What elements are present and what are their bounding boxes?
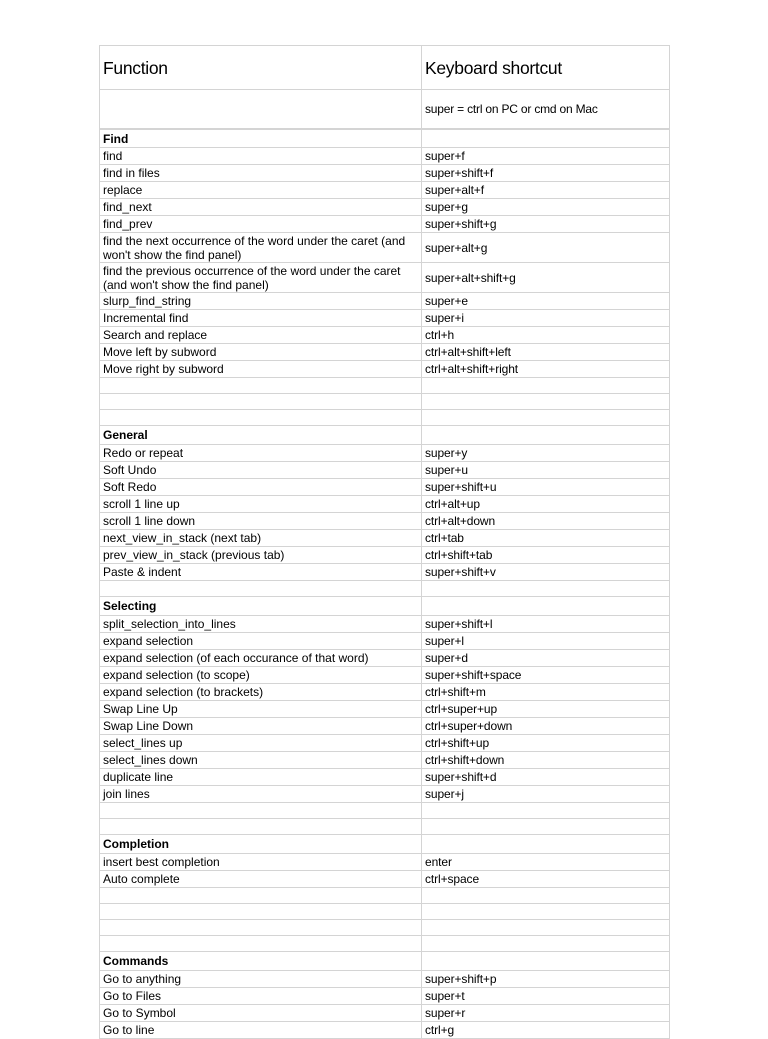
function-cell: next_view_in_stack (next tab) [99, 530, 421, 546]
table-row [99, 564, 670, 581]
function-cell: replace [99, 182, 421, 198]
shortcut-cell [421, 378, 670, 393]
function-cell: duplicate line [99, 769, 421, 785]
function-cell: expand selection (to scope) [99, 667, 421, 683]
table-row [99, 496, 670, 513]
shortcut-cell: super+t [421, 988, 670, 1004]
shortcut-cell [421, 394, 670, 409]
shortcut-cell: super+f [421, 148, 670, 164]
table-row [99, 650, 670, 667]
function-cell: select_lines up [99, 735, 421, 751]
table-header-row [99, 45, 670, 90]
function-cell: scroll 1 line down [99, 513, 421, 529]
function-cell: expand selection (of each occurance of that word) [99, 650, 421, 666]
table-row [99, 684, 670, 701]
blank-row [99, 581, 670, 597]
table-row [99, 216, 670, 233]
function-cell: Paste & indent [99, 564, 421, 580]
function-cell [99, 803, 421, 818]
table-row [99, 718, 670, 735]
table-row [99, 854, 670, 871]
function-cell [99, 904, 421, 919]
shortcut-cell: super+alt+shift+g [421, 263, 670, 292]
shortcut-cell: ctrl+shift+down [421, 752, 670, 768]
function-cell: Swap Line Down [99, 718, 421, 734]
shortcut-cell: super+shift+g [421, 216, 670, 232]
table-row [99, 616, 670, 633]
section-title: Selecting [99, 597, 421, 615]
shortcut-cell [421, 952, 670, 970]
section-title: General [99, 426, 421, 444]
function-cell: Soft Undo [99, 462, 421, 478]
function-cell: expand selection (to brackets) [99, 684, 421, 700]
blank-row [99, 888, 670, 904]
function-column-header: Function [99, 46, 421, 89]
shortcut-cell: super+shift+p [421, 971, 670, 987]
note-empty-cell [99, 90, 421, 128]
shortcut-cell [421, 410, 670, 425]
section-header-row [99, 597, 670, 616]
shortcut-cell: ctrl+h [421, 327, 670, 343]
function-cell [99, 394, 421, 409]
table-row [99, 182, 670, 199]
shortcut-cell [421, 819, 670, 834]
shortcut-cell: ctrl+shift+tab [421, 547, 670, 563]
shortcut-cell: super+g [421, 199, 670, 215]
function-cell: Move left by subword [99, 344, 421, 360]
function-cell: expand selection [99, 633, 421, 649]
function-cell: prev_view_in_stack (previous tab) [99, 547, 421, 563]
function-cell: Move right by subword [99, 361, 421, 377]
table-row [99, 786, 670, 803]
function-cell: Swap Line Up [99, 701, 421, 717]
table-row [99, 310, 670, 327]
function-cell: Soft Redo [99, 479, 421, 495]
shortcut-cell [421, 803, 670, 818]
shortcut-cell: super+e [421, 293, 670, 309]
function-cell: find [99, 148, 421, 164]
blank-row [99, 920, 670, 936]
shortcut-cell: super+d [421, 650, 670, 666]
shortcut-cell: super+alt+f [421, 182, 670, 198]
blank-row [99, 819, 670, 835]
blank-row [99, 803, 670, 819]
table-row [99, 462, 670, 479]
shortcut-cell [421, 888, 670, 903]
table-row [99, 327, 670, 344]
note-row [99, 90, 670, 129]
table-row [99, 735, 670, 752]
shortcut-cell: ctrl+g [421, 1022, 670, 1038]
shortcut-cell [421, 920, 670, 935]
section-header-row [99, 835, 670, 854]
function-cell: select_lines down [99, 752, 421, 768]
table-row [99, 667, 670, 684]
blank-row [99, 394, 670, 410]
table-row [99, 148, 670, 165]
table-row [99, 513, 670, 530]
shortcut-cell: super+shift+f [421, 165, 670, 181]
shortcut-cell: super+l [421, 633, 670, 649]
function-cell: find the next occurrence of the word under the caret (and won't show the find panel) [99, 233, 421, 262]
function-cell: Incremental find [99, 310, 421, 326]
table-row [99, 971, 670, 988]
function-cell: find the previous occurrence of the word under the caret (and won't show the find panel) [99, 263, 421, 292]
function-cell: Auto complete [99, 871, 421, 887]
shortcut-cell: super+alt+g [421, 233, 670, 262]
table-row [99, 752, 670, 769]
function-cell: insert best completion [99, 854, 421, 870]
shortcut-cell: super+j [421, 786, 670, 802]
table-body [99, 129, 670, 1039]
table-row [99, 1022, 670, 1039]
function-cell [99, 936, 421, 951]
function-cell: find in files [99, 165, 421, 181]
section-title: Completion [99, 835, 421, 853]
table-row [99, 361, 670, 378]
table-row [99, 633, 670, 650]
table-row [99, 293, 670, 310]
shortcut-cell: ctrl+tab [421, 530, 670, 546]
shortcut-cell: super+shift+l [421, 616, 670, 632]
shortcut-cell: ctrl+shift+m [421, 684, 670, 700]
section-header-row [99, 129, 670, 148]
section-header-row [99, 952, 670, 971]
function-cell: join lines [99, 786, 421, 802]
shortcut-cell [421, 936, 670, 951]
table-row [99, 344, 670, 361]
blank-row [99, 904, 670, 920]
section-title: Commands [99, 952, 421, 970]
table-row [99, 988, 670, 1005]
function-cell: Search and replace [99, 327, 421, 343]
blank-row [99, 410, 670, 426]
shortcut-cell: super+shift+d [421, 769, 670, 785]
shortcut-cell [421, 581, 670, 596]
shortcut-cell: ctrl+alt+down [421, 513, 670, 529]
function-cell [99, 888, 421, 903]
function-cell [99, 378, 421, 393]
table-row [99, 871, 670, 888]
function-cell [99, 819, 421, 834]
function-cell: scroll 1 line up [99, 496, 421, 512]
blank-row [99, 378, 670, 394]
shortcut-cell: ctrl+space [421, 871, 670, 887]
shortcut-cell: ctrl+super+up [421, 701, 670, 717]
shortcut-cell: super+i [421, 310, 670, 326]
table-row [99, 701, 670, 718]
section-title: Find [99, 130, 421, 147]
function-cell: find_next [99, 199, 421, 215]
function-cell: Go to anything [99, 971, 421, 987]
shortcut-cell [421, 426, 670, 444]
function-cell: Redo or repeat [99, 445, 421, 461]
function-cell: slurp_find_string [99, 293, 421, 309]
shortcut-cell: super+r [421, 1005, 670, 1021]
table-row [99, 445, 670, 462]
shortcut-cell: super+shift+u [421, 479, 670, 495]
function-cell: find_prev [99, 216, 421, 232]
function-cell [99, 581, 421, 596]
table-row [99, 769, 670, 786]
table-row [99, 479, 670, 496]
blank-row [99, 936, 670, 952]
shortcut-cell: ctrl+alt+shift+left [421, 344, 670, 360]
shortcut-column-header: Keyboard shortcut [421, 46, 670, 89]
table-row [99, 1005, 670, 1022]
section-header-row [99, 426, 670, 445]
function-cell: Go to Symbol [99, 1005, 421, 1021]
table-row [99, 233, 670, 263]
shortcut-cell: ctrl+super+down [421, 718, 670, 734]
table-row [99, 547, 670, 564]
shortcut-cell [421, 835, 670, 853]
shortcut-cell [421, 130, 670, 147]
shortcut-cell: super+u [421, 462, 670, 478]
shortcut-cell: super+shift+space [421, 667, 670, 683]
shortcut-table [99, 45, 670, 1039]
table-row [99, 165, 670, 182]
shortcut-cell: enter [421, 854, 670, 870]
shortcut-cell [421, 904, 670, 919]
shortcut-cell: ctrl+alt+shift+right [421, 361, 670, 377]
function-cell [99, 410, 421, 425]
shortcut-cell [421, 597, 670, 615]
table-row [99, 530, 670, 547]
shortcut-cell: ctrl+shift+up [421, 735, 670, 751]
function-cell: Go to line [99, 1022, 421, 1038]
super-key-note: super = ctrl on PC or cmd on Mac [421, 90, 670, 128]
function-cell: Go to Files [99, 988, 421, 1004]
table-row [99, 263, 670, 293]
table-row [99, 199, 670, 216]
shortcut-cell: ctrl+alt+up [421, 496, 670, 512]
function-cell [99, 920, 421, 935]
shortcut-cell: super+shift+v [421, 564, 670, 580]
function-cell: split_selection_into_lines [99, 616, 421, 632]
shortcut-cell: super+y [421, 445, 670, 461]
